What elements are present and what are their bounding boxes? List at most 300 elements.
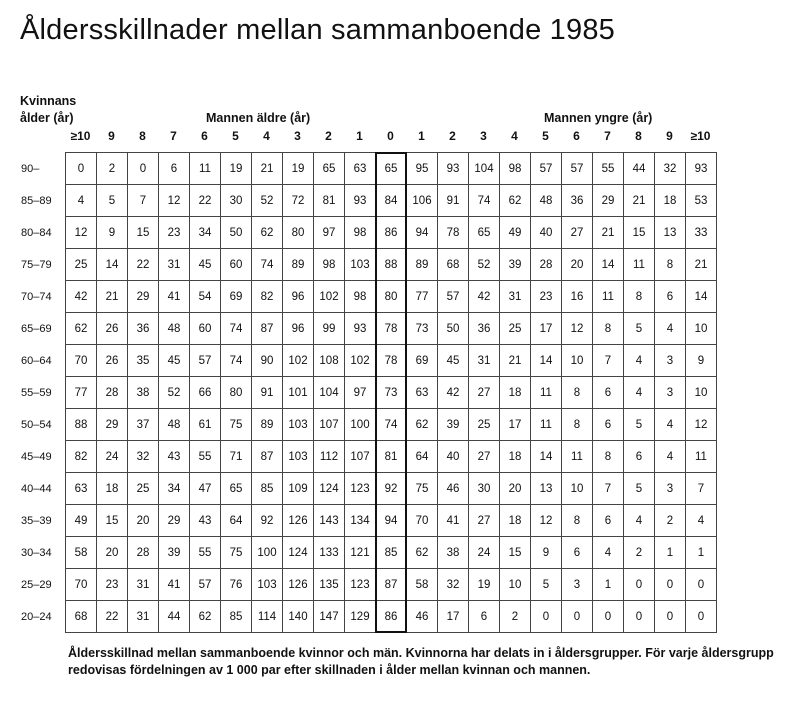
table-cell: 6: [593, 409, 624, 441]
table-cell: 50: [221, 217, 252, 249]
table-cell: 9: [97, 217, 128, 249]
table-cell: 12: [159, 185, 190, 217]
table-cell: 78: [438, 217, 469, 249]
table-cell: 65: [469, 217, 500, 249]
table-cell: 98: [500, 153, 531, 185]
table-cell: 10: [686, 313, 717, 345]
table-cell: 37: [128, 409, 159, 441]
column-header: 3: [294, 129, 301, 143]
table-row: [66, 345, 717, 377]
table-row: [66, 473, 717, 505]
table-cell: 69: [407, 345, 438, 377]
table-cell: 5: [624, 473, 655, 505]
table-cell: 7: [128, 185, 159, 217]
table-cell: 126: [283, 569, 314, 601]
table-cell: 14: [531, 441, 562, 473]
table-cell: 26: [97, 313, 128, 345]
caption: Åldersskillnad mellan sammanboende kvinnor och män. Kvinnorna har delats in i åldersgrupper. För varje åldersgrupp redovisas fördelningen av 1 000 par efter skillnaden i ålder mellan kvinnan och mannen.: [68, 646, 774, 677]
row-axis-label-line1: Kvinnans: [20, 94, 77, 108]
table-cell: 89: [252, 409, 283, 441]
table-cell: 89: [407, 249, 438, 281]
table-cell: 66: [190, 377, 221, 409]
table-cell: 30: [469, 473, 500, 505]
table-cell: 6: [562, 537, 593, 569]
column-header: 8: [139, 129, 146, 143]
table-row: [66, 505, 717, 537]
table-cell: 77: [66, 377, 97, 409]
table-cell: 45: [159, 345, 190, 377]
table-cell: 21: [97, 281, 128, 313]
table-cell: 2: [655, 505, 686, 537]
table-cell: 91: [438, 185, 469, 217]
row-header: 75–79: [21, 259, 52, 271]
table-cell: 86: [376, 601, 407, 633]
table-cell: 23: [159, 217, 190, 249]
table-cell: 27: [469, 505, 500, 537]
table-cell: 21: [500, 345, 531, 377]
column-header: ≥10: [70, 129, 91, 143]
table-cell: 109: [283, 473, 314, 505]
table-cell: 31: [500, 281, 531, 313]
table-cell: 15: [97, 505, 128, 537]
table-cell: 133: [314, 537, 345, 569]
table-cell: 143: [314, 505, 345, 537]
table-cell: 103: [252, 569, 283, 601]
table-cell: 57: [531, 153, 562, 185]
table-cell: 25: [500, 313, 531, 345]
table-cell: 43: [190, 505, 221, 537]
table-cell: 106: [407, 185, 438, 217]
table-cell: 5: [531, 569, 562, 601]
table-cell: 82: [66, 441, 97, 473]
table-cell: 0: [624, 601, 655, 633]
row-header: 30–34: [21, 547, 52, 559]
table-cell: 0: [562, 601, 593, 633]
table-cell: 31: [128, 601, 159, 633]
younger-header: Mannen yngre (år): [544, 111, 653, 125]
table-cell: 5: [624, 313, 655, 345]
column-header: 9: [666, 129, 673, 143]
table-cell: 8: [593, 313, 624, 345]
table-cell: 18: [500, 377, 531, 409]
table-cell: 10: [562, 345, 593, 377]
table-cell: 6: [655, 281, 686, 313]
table-cell: 11: [624, 249, 655, 281]
table-cell: 70: [66, 345, 97, 377]
table-cell: 8: [562, 409, 593, 441]
row-header: 85–89: [21, 195, 52, 207]
table-cell: 68: [66, 601, 97, 633]
table-cell: 4: [655, 409, 686, 441]
table-cell: 140: [283, 601, 314, 633]
table-cell: 72: [283, 185, 314, 217]
table-cell: 11: [562, 441, 593, 473]
table-cell: 0: [686, 601, 717, 633]
table-cell: 81: [314, 185, 345, 217]
older-header: Mannen äldre (år): [206, 111, 311, 125]
table-cell: 25: [469, 409, 500, 441]
table-cell: 74: [221, 313, 252, 345]
table-cell: 8: [624, 281, 655, 313]
table-cell: 23: [97, 569, 128, 601]
table-cell: 62: [190, 601, 221, 633]
table-cell: 39: [438, 409, 469, 441]
table-cell: 121: [345, 537, 376, 569]
table-cell: 74: [376, 409, 407, 441]
table-cell: 21: [593, 217, 624, 249]
table-cell: 19: [469, 569, 500, 601]
table-cell: 85: [252, 473, 283, 505]
table-cell: 28: [531, 249, 562, 281]
table-cell: 96: [283, 281, 314, 313]
table-cell: 68: [438, 249, 469, 281]
table-cell: 15: [500, 537, 531, 569]
row-header: 35–39: [21, 515, 52, 527]
table-cell: 22: [190, 185, 221, 217]
table-cell: 25: [66, 249, 97, 281]
table-cell: 103: [283, 409, 314, 441]
column-header: 7: [604, 129, 611, 143]
table-cell: 54: [190, 281, 221, 313]
table-cell: 89: [283, 249, 314, 281]
table-cell: 4: [593, 537, 624, 569]
row-axis-label-line2: ålder (år): [20, 111, 74, 125]
table-cell: 19: [221, 153, 252, 185]
column-header: 7: [170, 129, 177, 143]
table-cell: 6: [624, 441, 655, 473]
table-cell: 49: [66, 505, 97, 537]
table-cell: 4: [66, 185, 97, 217]
table-cell: 2: [97, 153, 128, 185]
table-cell: 8: [593, 441, 624, 473]
table-cell: 103: [345, 249, 376, 281]
column-header: 9: [108, 129, 115, 143]
table-cell: 92: [252, 505, 283, 537]
table-cell: 63: [66, 473, 97, 505]
table-cell: 97: [345, 377, 376, 409]
table-cell: 75: [221, 537, 252, 569]
table-cell: 27: [469, 441, 500, 473]
table-cell: 29: [159, 505, 190, 537]
table-cell: 102: [283, 345, 314, 377]
column-header: 0: [387, 129, 394, 143]
table-cell: 24: [469, 537, 500, 569]
table-cell: 32: [128, 441, 159, 473]
table-cell: 123: [345, 569, 376, 601]
table-cell: 3: [562, 569, 593, 601]
row-header: 60–64: [21, 355, 52, 367]
table-cell: 92: [376, 473, 407, 505]
table-cell: 7: [593, 473, 624, 505]
table-cell: 103: [283, 441, 314, 473]
table-cell: 19: [283, 153, 314, 185]
table-cell: 4: [624, 345, 655, 377]
table-cell: 41: [159, 569, 190, 601]
table-cell: 73: [376, 377, 407, 409]
table-cell: 100: [252, 537, 283, 569]
table-cell: 11: [531, 377, 562, 409]
table-cell: 102: [345, 345, 376, 377]
table-cell: 46: [407, 601, 438, 633]
table-cell: 49: [500, 217, 531, 249]
column-header: 2: [449, 129, 456, 143]
table-cell: 13: [655, 217, 686, 249]
table-cell: 76: [221, 569, 252, 601]
table-cell: 88: [66, 409, 97, 441]
table-cell: 93: [345, 185, 376, 217]
table-cell: 126: [283, 505, 314, 537]
table-cell: 47: [190, 473, 221, 505]
table-cell: 3: [655, 377, 686, 409]
table-cell: 48: [159, 409, 190, 441]
table-cell: 7: [593, 345, 624, 377]
table-cell: 20: [128, 505, 159, 537]
table-cell: 62: [66, 313, 97, 345]
table-cell: 135: [314, 569, 345, 601]
table-cell: 43: [159, 441, 190, 473]
table-row: [66, 217, 717, 249]
table-cell: 4: [655, 441, 686, 473]
table-row: [66, 409, 717, 441]
table-cell: 28: [97, 377, 128, 409]
table-cell: 36: [469, 313, 500, 345]
table-cell: 74: [252, 249, 283, 281]
table-cell: 77: [407, 281, 438, 313]
table-row: [66, 569, 717, 601]
table-cell: 28: [128, 537, 159, 569]
table-cell: 48: [531, 185, 562, 217]
column-header: 8: [635, 129, 642, 143]
table-row: [66, 537, 717, 569]
table-cell: 12: [531, 505, 562, 537]
table-cell: 86: [376, 217, 407, 249]
table-cell: 3: [655, 473, 686, 505]
table-cell: 29: [593, 185, 624, 217]
table-cell: 0: [128, 153, 159, 185]
table-cell: 0: [66, 153, 97, 185]
table-cell: 39: [159, 537, 190, 569]
table-cell: 14: [531, 345, 562, 377]
table-cell: 4: [686, 505, 717, 537]
table-cell: 16: [562, 281, 593, 313]
table-cell: 70: [66, 569, 97, 601]
table-cell: 129: [345, 601, 376, 633]
column-header: 4: [511, 129, 518, 143]
table-cell: 87: [252, 441, 283, 473]
table-cell: 44: [159, 601, 190, 633]
table-cell: 80: [283, 217, 314, 249]
table-cell: 24: [97, 441, 128, 473]
table-cell: 27: [469, 377, 500, 409]
table-cell: 6: [159, 153, 190, 185]
table-cell: 99: [314, 313, 345, 345]
table-cell: 62: [500, 185, 531, 217]
table-cell: 69: [221, 281, 252, 313]
age-difference-table: [65, 152, 717, 633]
row-header: 90–: [21, 163, 40, 175]
table-cell: 64: [221, 505, 252, 537]
table-cell: 57: [438, 281, 469, 313]
row-header: 70–74: [21, 291, 52, 303]
table-cell: 52: [159, 377, 190, 409]
table-cell: 80: [376, 281, 407, 313]
table-row: [66, 249, 717, 281]
table-cell: 36: [128, 313, 159, 345]
table-cell: 93: [686, 153, 717, 185]
table-cell: 20: [500, 473, 531, 505]
table-cell: 18: [655, 185, 686, 217]
table-cell: 42: [438, 377, 469, 409]
table-cell: 6: [469, 601, 500, 633]
table-cell: 18: [97, 473, 128, 505]
column-header: 5: [542, 129, 549, 143]
table-cell: 17: [500, 409, 531, 441]
table-row: [66, 153, 717, 185]
table-cell: 78: [376, 345, 407, 377]
table-cell: 57: [190, 569, 221, 601]
table-cell: 2: [624, 537, 655, 569]
column-header: 5: [232, 129, 239, 143]
table-cell: 27: [562, 217, 593, 249]
table-cell: 11: [593, 281, 624, 313]
table-cell: 5: [97, 185, 128, 217]
table-cell: 63: [407, 377, 438, 409]
table-cell: 26: [97, 345, 128, 377]
table-cell: 104: [314, 377, 345, 409]
table-cell: 46: [438, 473, 469, 505]
row-header: 40–44: [21, 483, 52, 495]
table-cell: 53: [686, 185, 717, 217]
table-cell: 85: [376, 537, 407, 569]
table-row: [66, 281, 717, 313]
table-cell: 93: [345, 313, 376, 345]
table-cell: 97: [314, 217, 345, 249]
table-cell: 55: [593, 153, 624, 185]
table-cell: 114: [252, 601, 283, 633]
table-cell: 48: [159, 313, 190, 345]
table-cell: 42: [66, 281, 97, 313]
table-cell: 39: [500, 249, 531, 281]
table-cell: 94: [407, 217, 438, 249]
table-cell: 52: [469, 249, 500, 281]
table-cell: 38: [438, 537, 469, 569]
table-cell: 101: [283, 377, 314, 409]
table-cell: 124: [314, 473, 345, 505]
table-cell: 10: [562, 473, 593, 505]
table-cell: 21: [686, 249, 717, 281]
table-cell: 21: [624, 185, 655, 217]
table-cell: 112: [314, 441, 345, 473]
table-cell: 29: [128, 281, 159, 313]
table-cell: 0: [593, 601, 624, 633]
table-cell: 35: [128, 345, 159, 377]
table-cell: 3: [655, 345, 686, 377]
table-cell: 124: [283, 537, 314, 569]
table-cell: 18: [500, 505, 531, 537]
table-cell: 78: [376, 313, 407, 345]
table-cell: 14: [686, 281, 717, 313]
table-cell: 65: [314, 153, 345, 185]
table-cell: 21: [252, 153, 283, 185]
table-cell: 42: [469, 281, 500, 313]
table-cell: 58: [66, 537, 97, 569]
table-cell: 9: [686, 345, 717, 377]
table-cell: 11: [190, 153, 221, 185]
table-cell: 0: [686, 569, 717, 601]
table-row: [66, 313, 717, 345]
table-cell: 70: [407, 505, 438, 537]
table-cell: 98: [345, 217, 376, 249]
table-cell: 94: [376, 505, 407, 537]
row-header: 50–54: [21, 419, 52, 431]
table-cell: 102: [314, 281, 345, 313]
table-cell: 50: [438, 313, 469, 345]
table-cell: 40: [438, 441, 469, 473]
table-cell: 123: [345, 473, 376, 505]
table-cell: 38: [128, 377, 159, 409]
table-cell: 31: [159, 249, 190, 281]
row-header: 20–24: [21, 611, 52, 623]
table-cell: 5: [624, 409, 655, 441]
table-cell: 58: [407, 569, 438, 601]
table-cell: 88: [376, 249, 407, 281]
table-cell: 73: [407, 313, 438, 345]
table-row: [66, 441, 717, 473]
table-cell: 64: [407, 441, 438, 473]
table-cell: 12: [562, 313, 593, 345]
table-cell: 74: [469, 185, 500, 217]
table-cell: 10: [500, 569, 531, 601]
table-cell: 9: [531, 537, 562, 569]
table-cell: 4: [655, 313, 686, 345]
table-cell: 98: [314, 249, 345, 281]
table-cell: 11: [686, 441, 717, 473]
table-cell: 6: [593, 377, 624, 409]
column-header: 6: [573, 129, 580, 143]
column-header: 6: [201, 129, 208, 143]
table-cell: 12: [686, 409, 717, 441]
table-cell: 17: [531, 313, 562, 345]
table-cell: 75: [221, 409, 252, 441]
column-header: 1: [356, 129, 363, 143]
table-cell: 0: [531, 601, 562, 633]
table-cell: 33: [686, 217, 717, 249]
table-cell: 40: [531, 217, 562, 249]
row-header: 80–84: [21, 227, 52, 239]
table-cell: 22: [128, 249, 159, 281]
table-cell: 85: [221, 601, 252, 633]
table-cell: 29: [97, 409, 128, 441]
table-cell: 45: [438, 345, 469, 377]
table-cell: 107: [345, 441, 376, 473]
page-title: Åldersskillnader mellan sammanboende 1985: [20, 14, 615, 46]
table-cell: 107: [314, 409, 345, 441]
column-header: 4: [263, 129, 270, 143]
table-cell: 6: [593, 505, 624, 537]
table-cell: 90: [252, 345, 283, 377]
column-header: 2: [325, 129, 332, 143]
table-cell: 8: [562, 505, 593, 537]
table-cell: 104: [469, 153, 500, 185]
table-cell: 44: [624, 153, 655, 185]
table-cell: 84: [376, 185, 407, 217]
table-cell: 55: [190, 441, 221, 473]
table-cell: 81: [376, 441, 407, 473]
table-cell: 82: [252, 281, 283, 313]
table-cell: 63: [345, 153, 376, 185]
table-cell: 10: [686, 377, 717, 409]
table-cell: 31: [128, 569, 159, 601]
